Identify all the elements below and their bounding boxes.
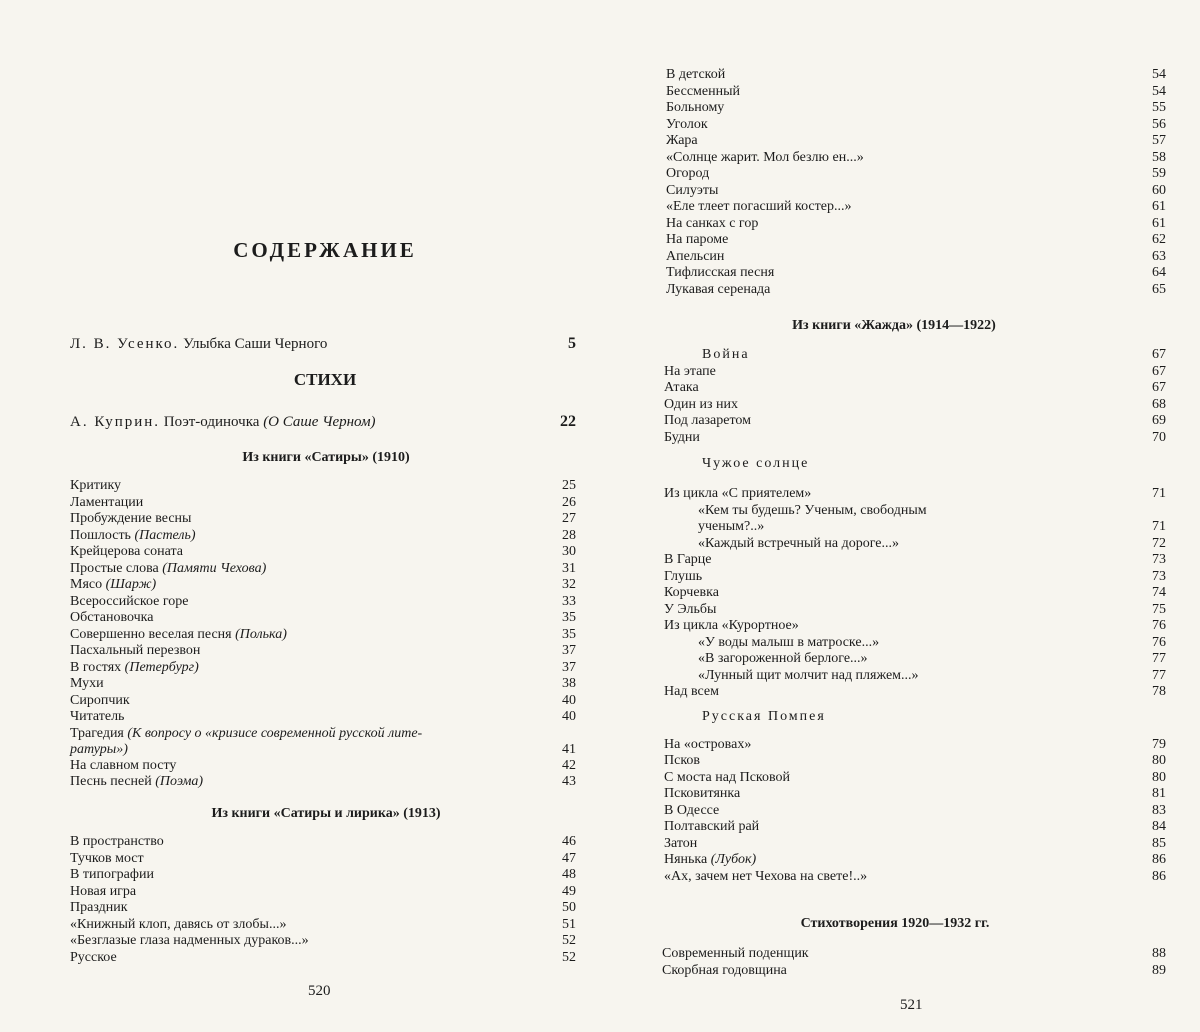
entry-title: Силуэты <box>666 182 719 198</box>
entry-page: 86 <box>1152 868 1166 884</box>
entry-page: 71 <box>1152 486 1166 501</box>
entry-page: 25 <box>562 478 576 493</box>
entry-page: 83 <box>1152 802 1166 818</box>
toc-entry <box>666 133 1166 150</box>
entry-title: Праздник <box>70 900 128 915</box>
entry-title: В детской <box>666 67 726 82</box>
entry-page: 74 <box>1152 585 1166 600</box>
entry-title: Затон <box>664 835 698 851</box>
entry-title: Жара <box>666 133 698 148</box>
toc-entry <box>70 867 576 884</box>
entry-page: 42 <box>562 757 576 773</box>
entry-title: С моста над Псковой <box>664 769 791 785</box>
toc-entry <box>666 84 1166 101</box>
entry-title: Лукавая серенада <box>666 281 771 297</box>
entry-title: Трагедия <box>70 725 124 741</box>
toc-entry <box>664 503 1166 536</box>
section-title: Из книги «Сатиры и лирика» (1913) <box>211 806 441 821</box>
entry-page: 52 <box>562 949 576 965</box>
toc-entry <box>664 684 1166 701</box>
entry-title: На «островах» <box>664 736 752 752</box>
entry-title: Полтавский рай <box>664 819 760 834</box>
entry-title: Песнь песней <box>70 774 152 789</box>
entry-title: На санках с гор <box>666 215 759 231</box>
toc-entry <box>666 199 1166 216</box>
kuprin-subtitle: (О Саше Черном) <box>263 414 376 430</box>
entry-title-cont: ученым?..» <box>698 519 765 534</box>
entry-page: 73 <box>1152 568 1166 584</box>
intro-title: Улыбка Саши Черного <box>183 336 328 352</box>
section-title: Стихотворения 1920—1932 гг. <box>800 916 990 931</box>
intro-page: 5 <box>568 335 576 352</box>
page-number: 521 <box>900 997 923 1013</box>
entry-title: Один из них <box>664 396 739 412</box>
entry-page: 59 <box>1152 166 1166 181</box>
toc-entry <box>664 786 1166 803</box>
entry-page: 80 <box>1152 753 1166 768</box>
entry-title: В пространство <box>70 834 164 849</box>
entry-page: 35 <box>562 626 576 642</box>
entry-page: 79 <box>1152 736 1166 752</box>
entry-title: «Безглазые глаза надменных дураков...» <box>70 933 309 948</box>
entry-title: Тифлисская песня <box>666 265 775 280</box>
section-stikhotvoreniya <box>662 916 1166 979</box>
entry-title: Критику <box>70 478 122 493</box>
entry-page: 37 <box>562 659 576 675</box>
entry-page: 69 <box>1152 413 1166 428</box>
toc-entry <box>664 819 1166 836</box>
entry-title: «Еле тлеет погасший костер...» <box>666 199 852 214</box>
entry-title: Пасхальный перезвон <box>70 643 201 658</box>
entry-page: 26 <box>562 494 576 510</box>
toc-entry <box>70 676 576 693</box>
toc-entry <box>664 869 1166 886</box>
toc-entry <box>664 552 1166 569</box>
entry-subtitle: (Лубок) <box>710 852 757 867</box>
entry-title: Крейцерова соната <box>70 544 183 559</box>
section-satiry <box>70 450 576 791</box>
entry-title: Читатель <box>70 709 125 724</box>
toc-entry <box>664 753 1166 770</box>
entry-title: Больному <box>666 100 725 115</box>
toc-entry <box>666 166 1166 183</box>
subsection-russkaya-pompeya: Русская Помпея <box>702 708 826 724</box>
entry-page: 60 <box>1152 182 1166 198</box>
entry-title: Всероссийское горе <box>70 593 189 609</box>
entry-page: 62 <box>1152 232 1166 247</box>
entry-title: Современный поденщик <box>662 946 809 961</box>
entry-subtitle: (Пастель) <box>134 527 196 543</box>
toc-entry <box>664 635 1166 652</box>
entry-title: В Одессе <box>664 802 720 818</box>
entry-page: 40 <box>562 692 576 708</box>
entry-title: Пошлость <box>70 527 131 543</box>
entry-title: Совершенно веселая песня <box>70 626 232 642</box>
toc-entry <box>70 478 576 495</box>
toc-entry <box>70 594 576 611</box>
entry-page: 61 <box>1152 199 1166 214</box>
entry-title: На пароме <box>666 232 729 247</box>
entry-page: 28 <box>562 527 576 543</box>
entry-title: «Ах, зачем нет Чехова на свете!..» <box>664 868 868 884</box>
toc-entry <box>664 430 1166 447</box>
entry-title: Нянька <box>664 852 708 867</box>
toc-entry <box>70 511 576 528</box>
entry-title: «Каждый встречный на дороге...» <box>698 535 899 551</box>
entry-page: 32 <box>562 577 576 592</box>
entry-subtitle: (Памяти Чехова) <box>162 560 267 576</box>
toc-entry <box>664 618 1166 635</box>
subsection-voina <box>664 347 1166 364</box>
kuprin-page: 22 <box>560 413 576 430</box>
entry-title: «В загороженной берлоге...» <box>698 651 868 666</box>
toc-entry <box>70 917 576 934</box>
entry-page: 65 <box>1152 281 1166 297</box>
toc-entry <box>664 737 1166 754</box>
entry-title: Псковитянка <box>664 786 741 801</box>
entry-title: Пробуждение весны <box>70 511 192 526</box>
toc-entry <box>664 380 1166 397</box>
entry-title: Глушь <box>664 568 703 584</box>
entry-page: 48 <box>562 867 576 882</box>
section-satiry-i-lirika <box>70 806 576 966</box>
toc-entry <box>70 528 576 545</box>
entry-title: Огород <box>666 166 710 181</box>
toc-entry <box>70 933 576 950</box>
entry-subtitle: (Полька) <box>235 626 287 642</box>
entry-subtitle: (Петербург) <box>124 659 199 675</box>
kuprin-author: А. Куприн. <box>70 414 161 430</box>
entry-page: 51 <box>562 916 576 932</box>
entry-title: «У воды малыш в матроске...» <box>698 634 880 650</box>
section-zhazhda <box>664 318 1166 885</box>
kuprin-entry <box>70 414 576 431</box>
entry-title: Сиропчик <box>70 692 130 708</box>
entry-page: 84 <box>1152 819 1166 834</box>
entry-title: Псков <box>664 753 701 768</box>
toc-entry <box>70 643 576 660</box>
entry-page: 54 <box>1152 67 1166 82</box>
entry-page: 68 <box>1152 396 1166 412</box>
toc-entry <box>666 100 1166 117</box>
kuprin-title: Поэт-одиночка <box>163 414 260 430</box>
entry-title: Из цикла «С приятелем» <box>664 486 812 501</box>
toc-entry <box>70 758 576 775</box>
toc-entry <box>70 544 576 561</box>
toc-entry <box>664 836 1166 853</box>
entry-page: 67 <box>1152 380 1166 395</box>
entry-page: 57 <box>1152 133 1166 148</box>
toc-entry <box>70 834 576 851</box>
entry-title: Под лазаретом <box>664 413 752 428</box>
entry-title: «Книжный клоп, давясь от злобы...» <box>70 916 287 932</box>
toc-entry <box>666 183 1166 200</box>
entry-page: 70 <box>1152 429 1166 445</box>
toc-entry <box>664 852 1166 869</box>
entry-title: «Солнце жарит. Мол безлю ен...» <box>666 149 864 165</box>
entry-title: Тучков мост <box>70 850 144 866</box>
entry-page: 58 <box>1152 149 1166 165</box>
entry-title: Обстановочка <box>70 610 154 625</box>
entry-page: 27 <box>562 511 576 526</box>
entry-title: На этапе <box>664 363 716 379</box>
toc-entry-tragedy <box>70 726 576 758</box>
entry-page: 47 <box>562 850 576 866</box>
stikhi-heading: СТИХИ <box>293 370 357 389</box>
entry-subtitle: (Поэма) <box>155 774 204 789</box>
toc-entry <box>664 364 1166 381</box>
toc-entry <box>664 651 1166 668</box>
entry-page: 38 <box>562 676 576 691</box>
toc-entry <box>666 117 1166 134</box>
entry-title: Атака <box>664 380 699 395</box>
entry-title: Над всем <box>664 684 719 699</box>
entry-subtitle-cont: ратуры») <box>70 741 128 757</box>
toc-entry <box>662 963 1166 980</box>
entry-title: На славном посту <box>70 757 177 773</box>
entry-page: 50 <box>562 900 576 915</box>
toc-entry <box>70 495 576 512</box>
toc-entry <box>70 561 576 578</box>
entry-page: 78 <box>1152 684 1166 699</box>
intro-entry <box>70 336 576 353</box>
entry-page: 77 <box>1152 667 1166 683</box>
entry-page: 40 <box>562 709 576 724</box>
entry-page: 49 <box>562 883 576 899</box>
toc-entry <box>70 851 576 868</box>
subsection-title: Война <box>702 347 750 362</box>
entry-page: 43 <box>562 774 576 789</box>
entry-title: Бессменный <box>666 83 740 99</box>
toc-entry <box>666 67 1166 84</box>
toc-entry <box>70 709 576 726</box>
toc-entry <box>666 265 1166 282</box>
toc-entry <box>666 232 1166 249</box>
toc-entry <box>664 770 1166 787</box>
section-title: Из книги «Жажда» (1914—1922) <box>792 318 996 333</box>
entry-title: «Кем ты будешь? Ученым, свободным <box>698 502 927 518</box>
toc-entry <box>664 602 1166 619</box>
toc-entry <box>662 946 1166 963</box>
toc-entry <box>70 950 576 967</box>
entry-title: Мухи <box>70 676 104 691</box>
toc-entry <box>70 660 576 677</box>
entry-title: Ламентации <box>70 494 144 510</box>
continued-list <box>666 67 1166 298</box>
entry-page: 64 <box>1152 265 1166 280</box>
entry-page: 52 <box>562 933 576 948</box>
entry-title: Корчевка <box>664 585 719 600</box>
entry-page: 61 <box>1152 215 1166 231</box>
entry-page: 76 <box>1152 634 1166 650</box>
page-number: 520 <box>308 983 331 999</box>
entry-title: «Лунный щит молчит над пляжем...» <box>698 667 919 683</box>
entry-page: 35 <box>562 610 576 625</box>
entry-page: 85 <box>1152 835 1166 851</box>
entry-title: Новая игра <box>70 883 137 899</box>
toc-entry <box>664 569 1166 586</box>
entry-page: 71 <box>1152 519 1166 534</box>
entry-page: 56 <box>1152 116 1166 132</box>
toc-entry <box>666 249 1166 266</box>
toc-entry <box>70 693 576 710</box>
entry-title: У Эльбы <box>664 601 717 617</box>
entry-title: Будни <box>664 429 700 445</box>
intro-author: Л. В. Усенко. <box>70 336 180 352</box>
entry-page: 41 <box>562 741 576 757</box>
entry-page: 30 <box>562 544 576 559</box>
toc-entry <box>664 536 1166 553</box>
entry-title: Русское <box>70 949 117 965</box>
toc-entry <box>666 282 1166 299</box>
section-title: Из книги «Сатиры» (1910) <box>242 450 410 465</box>
entry-page: 77 <box>1152 651 1166 666</box>
toc-entry <box>664 397 1166 414</box>
entry-title: Скорбная годовщина <box>662 962 787 978</box>
toc-entry <box>70 627 576 644</box>
entry-page: 88 <box>1152 946 1166 961</box>
entry-page: 89 <box>1152 962 1166 978</box>
contents-heading: СОДЕРЖАНИЕ <box>233 238 417 262</box>
right-page <box>600 0 1200 1032</box>
entry-title: Мясо <box>70 577 103 592</box>
toc-entry <box>664 486 1166 503</box>
entry-page: 31 <box>562 560 576 576</box>
entry-page: 63 <box>1152 248 1166 264</box>
entry-page: 75 <box>1152 601 1166 617</box>
entry-page: 67 <box>1152 347 1166 362</box>
entry-page: 37 <box>562 643 576 658</box>
toc-entry <box>70 900 576 917</box>
toc-entry <box>664 585 1166 602</box>
entry-page: 54 <box>1152 83 1166 99</box>
entry-page: 67 <box>1152 363 1166 379</box>
toc-entry <box>70 774 576 791</box>
entry-page: 86 <box>1152 852 1166 867</box>
entry-page: 73 <box>1152 552 1166 567</box>
toc-entry <box>70 610 576 627</box>
entry-page: 81 <box>1152 786 1166 801</box>
entry-title: В Гарце <box>664 552 712 567</box>
subsection-chuzhoe-solntse: Чужое солнце <box>702 456 810 471</box>
entry-title: Простые слова <box>70 560 159 576</box>
entry-title: Уголок <box>666 116 708 132</box>
toc-entry <box>664 803 1166 820</box>
toc-entry <box>664 668 1166 685</box>
toc-entry <box>70 884 576 901</box>
toc-entry <box>666 150 1166 167</box>
toc-entry <box>666 216 1166 233</box>
entry-page: 46 <box>562 834 576 849</box>
entry-title: В гостях <box>70 659 122 675</box>
toc-entry <box>70 577 576 594</box>
entry-title: В типографии <box>70 867 154 882</box>
toc-entry <box>664 413 1166 430</box>
entry-page: 72 <box>1152 535 1166 551</box>
entry-page: 76 <box>1152 618 1166 633</box>
entry-subtitle: (К вопросу о «кризисе современной русской лите- <box>127 725 423 741</box>
entry-title: Апельсин <box>666 248 725 264</box>
entry-subtitle: (Шарж) <box>105 577 157 592</box>
entry-page: 33 <box>562 593 576 609</box>
entry-page: 80 <box>1152 769 1166 785</box>
entry-title: Из цикла «Курортное» <box>664 618 799 633</box>
entry-page: 55 <box>1152 100 1166 115</box>
